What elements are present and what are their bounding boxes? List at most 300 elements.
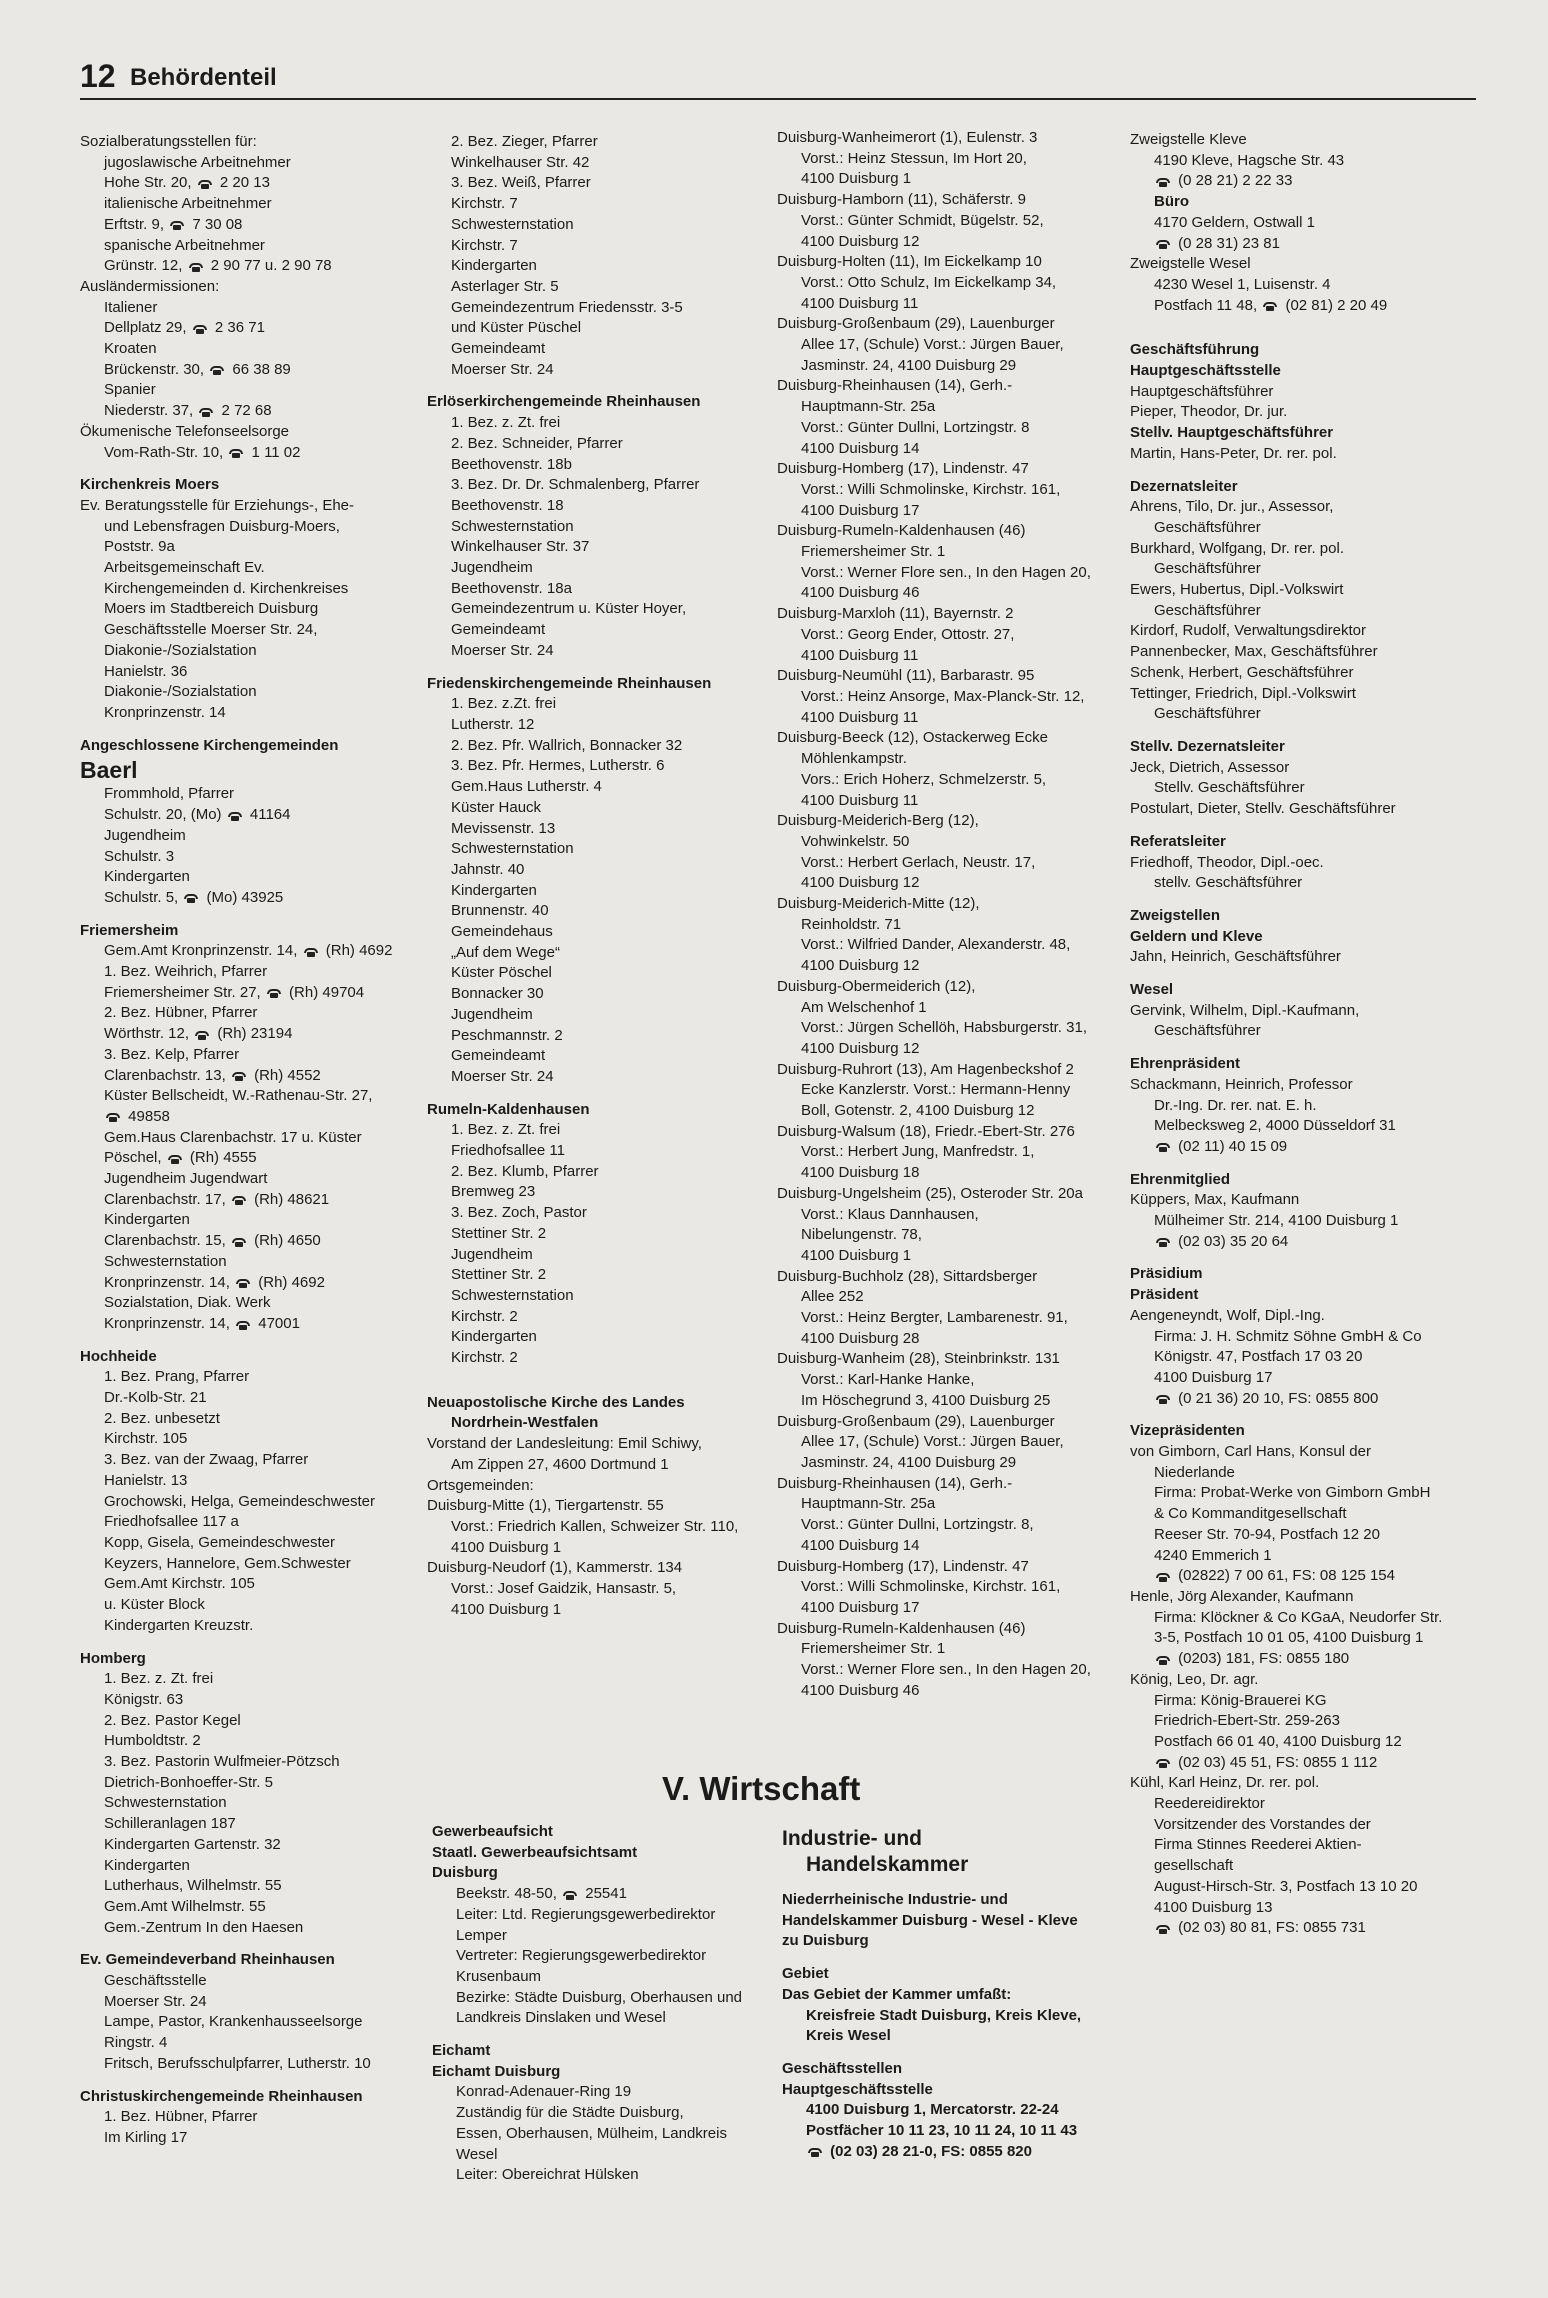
entry-heading: Handelskammer Duisburg - Wesel - Kleve xyxy=(782,1911,1078,1929)
entry-line: Jeck, Dietrich, Assessor xyxy=(1130,758,1290,776)
entry-heading: Nordrhein-Westfalen xyxy=(451,1414,599,1432)
entry-line: Duisburg-Marxloh (11), Bayernstr. 2 xyxy=(777,605,1014,623)
entry-heading: (02 03) 28 21-0, FS: 0855 820 xyxy=(782,2142,1142,2163)
entry-line: Clarenbachstr. 13, (Rh) 4552 xyxy=(104,1066,321,1084)
telephone-icon xyxy=(193,323,207,334)
entry-line: Vom-Rath-Str. 10, 1 11 02 xyxy=(104,443,301,461)
telephone-icon xyxy=(170,219,184,230)
entry-line: Niederstr. 37, 2 72 68 xyxy=(104,402,272,420)
entry-line: 4100 Duisburg 11 xyxy=(801,646,919,664)
entry-line: Sozialstation, Diak. Werk xyxy=(104,1294,271,1312)
entry-line: Stellv. Geschäftsführer xyxy=(1154,779,1305,797)
entry-line: 2. Bez. Schneider, Pfarrer xyxy=(451,434,623,452)
entry-line: Geschäftsstelle xyxy=(104,1972,207,1990)
entry-line: Geschäftsführer xyxy=(1154,518,1261,536)
entry-line: Jugendheim Jugendwart xyxy=(104,1170,268,1188)
spacer xyxy=(1130,968,1500,980)
entry-line: Wörthstr. 12, (Rh) 23194 xyxy=(104,1025,293,1043)
entry-line: 1. Bez. Prang, Pfarrer xyxy=(104,1368,250,1386)
column-2 xyxy=(427,132,787,1621)
entry-line: Kirdorf, Rudolf, Verwaltungsdirektor xyxy=(1130,622,1366,640)
entry-heading: Ehrenpräsident xyxy=(1130,1055,1241,1073)
telephone-icon xyxy=(1156,1141,1170,1152)
entry-heading: Staatl. Gewerbeaufsichtsamt xyxy=(432,1843,638,1861)
entry-line: & Co Kommanditgesellschaft xyxy=(1154,1505,1347,1523)
telephone-icon xyxy=(189,261,203,272)
entry-line: Pannenbecker, Max, Geschäftsführer xyxy=(1130,643,1378,661)
entry-line: Schwesternstation xyxy=(451,1286,574,1304)
entry-heading: Postfächer 10 11 23, 10 11 24, 10 11 43 xyxy=(806,2122,1078,2140)
entry-line: Frommhold, Pfarrer xyxy=(104,785,235,803)
entry-line: Schulstr. 20, (Mo) 41164 xyxy=(104,806,291,824)
entry-line: Kirchstr. 2 xyxy=(451,1307,518,1325)
spacer xyxy=(782,2047,1142,2059)
entry-heading: Stellv. Hauptgeschäftsführer xyxy=(1130,424,1334,442)
entry-line: Vorst.: Heinz Bergter, Lambarenestr. 91, xyxy=(801,1309,1068,1327)
entry-heading: Stellv. Dezernatsleiter xyxy=(1130,737,1285,755)
entry-line: Ewers, Hubertus, Dipl.-Volkswirt xyxy=(1130,581,1344,599)
spacer xyxy=(1130,1409,1500,1421)
spacer xyxy=(1130,1158,1500,1170)
entry-line: 4100 Duisburg 17 xyxy=(801,501,920,519)
entry-line: Vohwinkelstr. 50 xyxy=(801,832,910,850)
entry-line: 4100 Duisburg 1 xyxy=(801,170,912,188)
column-3-ihk xyxy=(782,1826,1142,2162)
entry-line: jugoslawische Arbeitnehmer xyxy=(104,153,291,171)
entry-line: Kindergarten xyxy=(451,1328,537,1346)
entry-line: Gervink, Wilhelm, Dipl.-Kaufmann, xyxy=(1130,1001,1360,1019)
entry-line: Gem.Amt Kronprinzenstr. 14, (Rh) 4692 xyxy=(104,942,393,960)
spacer xyxy=(80,2075,460,2087)
telephone-icon xyxy=(198,178,212,189)
spacer xyxy=(80,909,460,921)
entry-line: und Lebensfragen Duisburg-Moers, xyxy=(104,517,340,535)
entry-line: 4100 Duisburg 28 xyxy=(801,1329,920,1347)
entry-line: Vorst.: Wilfried Dander, Alexanderstr. 48, xyxy=(801,936,1071,954)
entry-line: Hauptmann-Str. 25a xyxy=(801,1495,936,1513)
entry-line: Jugendheim xyxy=(451,1245,533,1263)
column-3 xyxy=(777,128,1137,1701)
entry-line: Schwesternstation xyxy=(104,1252,227,1270)
entry-heading: Wesel xyxy=(1130,981,1174,999)
entry-line: (0 28 31) 23 81 xyxy=(1130,234,1500,255)
entry-line: Duisburg-Walsum (18), Friedr.-Ebert-Str. 276 xyxy=(777,1122,1075,1140)
telephone-icon xyxy=(563,1889,577,1900)
entry-line: Firma: J. H. Schmitz Söhne GmbH & Co xyxy=(1154,1327,1422,1345)
entry-line: Vorst.: Günter Schmidt, Bügelstr. 52, xyxy=(801,211,1044,229)
entry-heading: Friedenskirchengemeinde Rheinhausen xyxy=(427,674,712,692)
entry-line: Kirchstr. 2 xyxy=(451,1349,518,1367)
entry-line: Vorst.: Willi Schmolinske, Kirchstr. 161, xyxy=(801,480,1061,498)
entry-line: Vorst.: Werner Flore sen., In den Hagen 20, xyxy=(801,1661,1091,1679)
entry-line: Kindergarten Gartenstr. 32 xyxy=(104,1835,281,1853)
telephone-icon xyxy=(1156,1393,1170,1404)
entry-line: Schwesternstation xyxy=(104,1794,227,1812)
entry-line: Vorst.: Jürgen Schellöh, Habsburgerstr. 31, xyxy=(801,1019,1087,1037)
entry-line: Essen, Oberhausen, Mülheim, Landkreis xyxy=(456,2124,727,2142)
entry-line: Clarenbachstr. 17, (Rh) 48621 xyxy=(104,1190,330,1208)
spacer xyxy=(427,1088,787,1100)
entry-line: Königstr. 63 xyxy=(104,1690,184,1708)
entry-line: 4100 Duisburg 18 xyxy=(801,1164,920,1182)
entry-line: Gemeindeamt xyxy=(451,1047,546,1065)
entry-line: 1. Bez. z. Zt. frei xyxy=(104,1670,214,1688)
spacer xyxy=(1130,820,1500,832)
entry-line: Beethovenstr. 18a xyxy=(451,579,572,597)
entry-heading: Christuskirchengemeinde Rheinhausen xyxy=(80,2087,363,2105)
entry-heading: Gebiet xyxy=(782,1965,829,1983)
entry-line: 4100 Duisburg 12 xyxy=(801,874,920,892)
telephone-icon xyxy=(1156,1654,1170,1665)
entry-line: Ringstr. 4 xyxy=(104,2034,168,2052)
entry-line: Pöschel, (Rh) 4555 xyxy=(104,1149,257,1167)
entry-line: Friedhoff, Theodor, Dipl.-oec. xyxy=(1130,853,1324,871)
entry-line: Duisburg-Ruhrort (13), Am Hagenbeckshof 2 xyxy=(777,1060,1074,1078)
entry-line: Boll, Gotenstr. 2, 4100 Duisburg 12 xyxy=(801,1102,1035,1120)
entry-line: Moers im Stadtbereich Duisburg xyxy=(104,600,319,618)
entry-line: 4100 Duisburg 1 xyxy=(451,1600,562,1618)
entry-line: Zweigstelle Wesel xyxy=(1130,255,1251,273)
entry-line: Vorst.: Günter Dullni, Lortzingstr. 8 xyxy=(801,418,1030,436)
spacer xyxy=(427,1381,787,1393)
entry-line: 4100 Duisburg 14 xyxy=(801,1536,920,1554)
spacer xyxy=(427,662,787,674)
entry-line: Kirchengemeinden d. Kirchenkreises xyxy=(104,579,349,597)
entry-line: Postfach 66 01 40, 4100 Duisburg 12 xyxy=(1154,1732,1402,1750)
entry-line: Fritsch, Berufsschulpfarrer, Lutherstr. 10 xyxy=(104,2054,371,2072)
entry-line: italienische Arbeitnehmer xyxy=(104,195,272,213)
telephone-icon xyxy=(195,1029,209,1040)
entry-line: Kirchstr. 7 xyxy=(451,236,518,254)
telephone-icon xyxy=(267,987,281,998)
entry-line: Stettiner Str. 2 xyxy=(451,1224,547,1242)
entry-line: Duisburg-Holten (11), Im Eickelkamp 10 xyxy=(777,253,1042,271)
telephone-icon xyxy=(168,1153,182,1164)
entry-line: 2. Bez. Zieger, Pfarrer xyxy=(451,133,598,150)
entry-line: Tettinger, Friedrich, Dipl.-Volkswirt xyxy=(1130,684,1356,702)
entry-line: 2. Bez. unbesetzt xyxy=(104,1409,220,1427)
entry-line: Zuständig für die Städte Duisburg, xyxy=(456,2104,684,2122)
spacer xyxy=(427,1369,787,1381)
entry-line: Duisburg-Neudorf (1), Kammerstr. 134 xyxy=(427,1559,683,1577)
entry-line: Sozialberatungsstellen für: xyxy=(80,133,257,150)
entry-heading: Hochheide xyxy=(80,1347,157,1365)
page-header xyxy=(80,58,1476,100)
entry-line: 2. Bez. Hübner, Pfarrer xyxy=(104,1004,258,1022)
entry-line: König, Leo, Dr. agr. xyxy=(1130,1670,1259,1688)
entry-line: Zweigstelle Kleve xyxy=(1130,131,1247,148)
entry-line: Duisburg-Großenbaum (29), Lauenburger xyxy=(777,1412,1055,1430)
entry-line: 4100 Duisburg 1 xyxy=(451,1538,562,1556)
entry-line: Grochowski, Helga, Gemeindeschwester xyxy=(104,1492,375,1510)
entry-line: Gem.Amt Kirchstr. 105 xyxy=(104,1575,255,1593)
entry-line: 1. Bez. Hübner, Pfarrer xyxy=(104,2108,258,2126)
entry-line: Duisburg-Großenbaum (29), Lauenburger xyxy=(777,315,1055,333)
entry-line: Gem.Haus Clarenbachstr. 17 u. Küster xyxy=(104,1128,362,1146)
entry-line: Beekstr. 48-50, 25541 xyxy=(456,1885,627,1903)
entry-line: Duisburg-Buchholz (28), Sittardsberger xyxy=(777,1267,1038,1285)
entry-line: 4240 Emmerich 1 xyxy=(1154,1546,1272,1564)
entry-line: von Gimborn, Carl Hans, Konsul der xyxy=(1130,1443,1371,1461)
entry-line: Königstr. 47, Postfach 17 03 20 xyxy=(1154,1348,1363,1366)
telephone-icon xyxy=(210,364,224,375)
entry-line: Kindergarten Kreuzstr. xyxy=(104,1616,254,1634)
entry-line: 1. Bez. z. Zt. frei xyxy=(451,1121,561,1139)
entry-line: Gemeindeamt xyxy=(451,340,546,358)
entry-line: Schulstr. 3 xyxy=(104,847,175,865)
entry-line: Dietrich-Bonhoeffer-Str. 5 xyxy=(104,1773,273,1791)
entry-heading: zu Duisburg xyxy=(782,1932,869,1950)
section-title: V. Wirtschaft xyxy=(662,1770,861,1807)
entry-line: Winkelhauser Str. 37 xyxy=(451,538,590,556)
entry-line: Erftstr. 9, 7 30 08 xyxy=(104,215,243,233)
entry-line: Friedhofsallee 11 xyxy=(451,1142,565,1160)
entry-line: Spanier xyxy=(104,381,156,399)
entry-heading: Zweigstellen xyxy=(1130,906,1221,924)
entry-heading: Baerl xyxy=(80,757,138,784)
telephone-icon xyxy=(199,406,213,417)
entry-line: Hauptmann-Str. 25a xyxy=(801,398,936,416)
entry-line: 2. Bez. Pfr. Wallrich, Bonnacker 32 xyxy=(451,736,683,754)
entry-line: Hanielstr. 13 xyxy=(104,1471,188,1489)
entry-line: 3. Bez. Dr. Dr. Schmalenberg, Pfarrer xyxy=(451,476,700,494)
telephone-icon xyxy=(1156,238,1170,249)
entry-line: spanische Arbeitnehmer xyxy=(104,236,265,254)
entry-line: Duisburg-Meiderich-Mitte (12), xyxy=(777,895,980,913)
entry-line: 4100 Duisburg 11 xyxy=(801,708,919,726)
entry-line: 4100 Duisburg 12 xyxy=(801,232,920,250)
entry-line: Schenk, Herbert, Geschäftsführer xyxy=(1130,663,1354,681)
entry-line: Dellplatz 29, 2 36 71 xyxy=(104,319,265,337)
telephone-icon xyxy=(232,1236,246,1247)
telephone-icon xyxy=(1263,300,1277,311)
entry-line: Gemeindezentrum u. Küster Hoyer, xyxy=(451,600,687,618)
telephone-icon xyxy=(229,447,243,458)
entry-line: 4100 Duisburg 1 xyxy=(801,1246,912,1264)
entry-line: Küster Pöschel xyxy=(451,964,552,982)
entry-line: Ev. Beratungsstelle für Erziehungs-, Ehe- xyxy=(80,496,355,514)
entry-line: Winkelhauser Str. 42 xyxy=(451,153,590,171)
entry-line: Friedhofsallee 117 a xyxy=(104,1513,239,1531)
entry-line: Schwesternstation xyxy=(451,840,574,858)
entry-line: Vorst.: Heinz Stessun, Im Hort 20, xyxy=(801,149,1027,167)
entry-line: Jugendheim xyxy=(104,826,186,844)
entry-line: Jahnstr. 40 xyxy=(451,860,525,878)
entry-line: 3. Bez. van der Zwaag, Pfarrer xyxy=(104,1451,309,1469)
entry-line: Moerser Str. 24 xyxy=(104,1992,207,2010)
entry-line: Moerser Str. 24 xyxy=(451,360,554,378)
entry-line: Hanielstr. 36 xyxy=(104,662,188,680)
entry-line: 3. Bez. Zoch, Pastor xyxy=(451,1204,587,1222)
entry-line: Möhlenkampstr. xyxy=(801,750,907,768)
entry-heading: Geschäftsstellen xyxy=(782,2059,903,2077)
entry-line: Aengeneyndt, Wolf, Dipl.-Ing. xyxy=(1130,1306,1325,1324)
entry-line: Kronprinzenstr. 14, 47001 xyxy=(104,1314,300,1332)
entry-line: 3. Bez. Kelp, Pfarrer xyxy=(104,1045,240,1063)
entry-line: Ausländermissionen: xyxy=(80,277,220,295)
entry-line: Schulstr. 5, (Mo) 43925 xyxy=(104,888,284,906)
entry-line: 3. Bez. Pfr. Hermes, Lutherstr. 6 xyxy=(451,757,665,775)
entry-heading: Präsident xyxy=(1130,1286,1199,1304)
entry-line: (02822) 7 00 61, FS: 08 125 154 xyxy=(1130,1566,1500,1587)
entry-line: Vorst.: Georg Ender, Ottostr. 27, xyxy=(801,625,1015,643)
entry-line: Duisburg-Rumeln-Kaldenhausen (46) xyxy=(777,522,1026,540)
entry-line: Henle, Jörg Alexander, Kaufmann xyxy=(1130,1588,1354,1605)
entry-heading: Eichamt Duisburg xyxy=(432,2062,561,2080)
spacer xyxy=(782,1952,1142,1964)
entry-heading: Geschäftsführung xyxy=(1130,341,1260,359)
entry-line: 4100 Duisburg 46 xyxy=(801,584,920,602)
entry-line: Vorst.: Karl-Hanke Hanke, xyxy=(801,1371,975,1389)
entry-line: Duisburg-Neumühl (11), Barbarastr. 95 xyxy=(777,667,1035,685)
entry-line: Schilleranlagen 187 xyxy=(104,1815,236,1833)
spacer xyxy=(1130,328,1500,340)
entry-line: Vors.: Erich Hoherz, Schmelzerstr. 5, xyxy=(801,770,1047,788)
entry-line: Kindergarten xyxy=(104,868,190,886)
entry-heading: Das Gebiet der Kammer umfaßt: xyxy=(782,1985,1012,2003)
entry-heading: Neuapostolische Kirche des Landes xyxy=(427,1393,685,1411)
entry-line: 4100 Duisburg 11 xyxy=(801,294,919,312)
spacer xyxy=(1130,725,1500,737)
entry-line: 4100 Duisburg 12 xyxy=(801,1039,920,1057)
entry-line: Humboldtstr. 2 xyxy=(104,1732,201,1750)
entry-line: Am Welschenhof 1 xyxy=(801,998,927,1016)
spacer xyxy=(427,380,787,392)
entry-line: Firma Stinnes Reederei Aktien- xyxy=(1154,1836,1362,1854)
entry-line: Beethovenstr. 18b xyxy=(451,455,572,473)
entry-line: Vorst.: Willi Schmolinske, Kirchstr. 161, xyxy=(801,1578,1061,1596)
entry-line: Kindergarten xyxy=(104,1211,190,1229)
entry-line: Geschäftsstelle Moerser Str. 24, xyxy=(104,621,318,639)
entry-line: (0 21 36) 20 10, FS: 0855 800 xyxy=(1130,1389,1500,1410)
spacer xyxy=(1130,316,1500,328)
entry-line: Ahrens, Tilo, Dr. jur., Assessor, xyxy=(1130,498,1334,516)
entry-line: Diakonie-/Sozialstation xyxy=(104,683,257,701)
entry-line: (0 28 21) 2 22 33 xyxy=(1130,171,1500,192)
telephone-icon xyxy=(1156,1236,1170,1247)
entry-heading: Rumeln-Kaldenhausen xyxy=(427,1100,590,1118)
entry-line: Gem.Amt Wilhelmstr. 55 xyxy=(104,1897,266,1915)
entry-line: Duisburg-Beeck (12), Ostackerweg Ecke xyxy=(777,729,1048,747)
entry-line: Arbeitsgemeinschaft Ev. xyxy=(104,559,265,577)
entry-line: Friedrich-Ebert-Str. 259-263 xyxy=(1154,1712,1340,1730)
telephone-icon xyxy=(1156,1923,1170,1934)
entry-line: Kirchstr. 7 xyxy=(451,195,518,213)
entry-heading: Ehrenmitglied xyxy=(1130,1170,1231,1188)
entry-line: Reinholdstr. 71 xyxy=(801,915,902,933)
entry-line: Leiter: Ltd. Regierungsgewerbedirektor xyxy=(456,1905,716,1923)
entry-line: 2. Bez. Klumb, Pfarrer xyxy=(451,1162,599,1180)
entry-line: Postfach 11 48, (02 81) 2 20 49 xyxy=(1154,296,1388,314)
entry-heading: Erlöserkirchengemeinde Rheinhausen xyxy=(427,393,701,411)
entry-line: Dr.-Kolb-Str. 21 xyxy=(104,1389,207,1407)
entry-line: 4100 Duisburg 13 xyxy=(1154,1898,1273,1916)
entry-line: Gem.-Zentrum In den Haesen xyxy=(104,1918,304,1936)
entry-line: 4100 Duisburg 46 xyxy=(801,1681,920,1699)
entry-line: Stettiner Str. 2 xyxy=(451,1266,547,1284)
entry-line: Lutherstr. 12 xyxy=(451,715,535,733)
telephone-icon xyxy=(1156,176,1170,187)
entry-line: Duisburg-Homberg (17), Lindenstr. 47 xyxy=(777,1557,1029,1575)
entry-line: Vorst.: Otto Schulz, Im Eickelkamp 34, xyxy=(801,273,1057,291)
entry-heading: Gewerbeaufsicht xyxy=(432,1823,553,1840)
entry-line: Moerser Str. 24 xyxy=(451,1067,554,1085)
entry-line: Vorst.: Klaus Dannhausen, xyxy=(801,1205,979,1223)
entry-line: und Küster Püschel xyxy=(451,319,582,337)
entry-line: Kindergarten xyxy=(451,881,537,899)
entry-line: Kühl, Karl Heinz, Dr. rer. pol. xyxy=(1130,1774,1320,1792)
entry-line: Duisburg-Rheinhausen (14), Gerh.- xyxy=(777,1474,1013,1492)
entry-line: Duisburg-Homberg (17), Lindenstr. 47 xyxy=(777,460,1029,478)
entry-line: Im Höschegrund 3, 4100 Duisburg 25 xyxy=(801,1391,1051,1409)
entry-line: Martin, Hans-Peter, Dr. rer. pol. xyxy=(1130,444,1337,462)
telephone-icon xyxy=(232,1194,246,1205)
entry-line: Moerser Str. 24 xyxy=(451,641,554,659)
entry-line: Friemersheimer Str. 1 xyxy=(801,543,946,561)
entry-heading: Kirchenkreis Moers xyxy=(80,476,220,494)
entry-line: Mülheimer Str. 214, 4100 Duisburg 1 xyxy=(1154,1212,1399,1230)
entry-line: Küster Hauck xyxy=(451,798,542,816)
entry-line: Lemper xyxy=(456,1926,507,1944)
entry-line: 3. Bez. Pastorin Wulfmeier-Pötzsch xyxy=(104,1753,340,1771)
entry-line: Gemeindehaus xyxy=(451,923,553,941)
entry-line: Asterlager Str. 5 xyxy=(451,277,559,295)
entry-line: 1. Bez. z. Zt. frei xyxy=(451,414,561,432)
entry-heading: Handelskammer xyxy=(806,1853,969,1876)
entry-line: Mevissenstr. 13 xyxy=(451,819,556,837)
entry-line: 4190 Kleve, Hagsche Str. 43 xyxy=(1154,151,1345,169)
entry-line: Küppers, Max, Kaufmann xyxy=(1130,1191,1300,1209)
spacer xyxy=(782,1878,1142,1890)
entry-line: Nibelungenstr. 78, xyxy=(801,1226,922,1244)
entry-line: Kindergarten xyxy=(104,1856,190,1874)
entry-line: Krusenbaum xyxy=(456,1967,542,1985)
spacer xyxy=(1130,1042,1500,1054)
entry-line: Melbecksweg 2, 4000 Düsseldorf 31 xyxy=(1154,1117,1396,1135)
entry-heading: Homberg xyxy=(80,1649,146,1667)
spacer xyxy=(80,1637,460,1649)
entry-line: Kopp, Gisela, Gemeindeschwester xyxy=(104,1534,335,1551)
entry-line: Firma: König-Brauerei KG xyxy=(1154,1691,1327,1709)
telephone-icon xyxy=(1156,1571,1170,1582)
entry-line: Vorst.: Friedrich Kallen, Schweizer Str. 110, xyxy=(451,1518,739,1535)
entry-line: Kronprinzenstr. 14, (Rh) 4692 xyxy=(104,1273,325,1291)
entry-line: Vertreter: Regierungsgewerbedirektor xyxy=(456,1947,707,1965)
entry-line: Geschäftsführer xyxy=(1154,560,1261,578)
entry-line: Duisburg-Hamborn (11), Schäferstr. 9 xyxy=(777,191,1026,209)
entry-heading: Niederrheinische Industrie- und xyxy=(782,1891,1008,1908)
entry-line: 3. Bez. Weiß, Pfarrer xyxy=(451,174,591,192)
telephone-icon xyxy=(228,810,242,821)
entry-line: (02 03) 80 81, FS: 0855 731 xyxy=(1130,1918,1500,1939)
entry-line: Keyzers, Hannelore, Gem.Schwester xyxy=(104,1554,351,1572)
entry-line: 4100 Duisburg 11 xyxy=(801,791,919,809)
entry-line: (02 03) 45 51, FS: 0855 1 112 xyxy=(1130,1753,1500,1774)
spacer xyxy=(80,463,460,475)
entry-line: Konrad-Adenauer-Ring 19 xyxy=(456,2083,632,2101)
entry-line: Vorst.: Herbert Gerlach, Neustr. 17, xyxy=(801,853,1036,871)
entry-line: Geschäftsführer xyxy=(1154,601,1261,619)
entry-heading: Vizepräsidenten xyxy=(1130,1422,1245,1440)
entry-line: Geschäftsführer xyxy=(1154,705,1261,723)
entry-heading: Industrie- und xyxy=(782,1827,922,1850)
entry-line: (0203) 181, FS: 0855 180 xyxy=(1130,1649,1500,1670)
column-2-wirtschaft xyxy=(432,1822,792,2186)
entry-line: Brunnenstr. 40 xyxy=(451,902,549,920)
entry-line: Grünstr. 12, 2 90 77 u. 2 90 78 xyxy=(104,257,332,275)
entry-line: Gemeindezentrum Friedensstr. 3-5 xyxy=(451,298,683,316)
entry-line: Im Kirling 17 xyxy=(104,2128,188,2146)
